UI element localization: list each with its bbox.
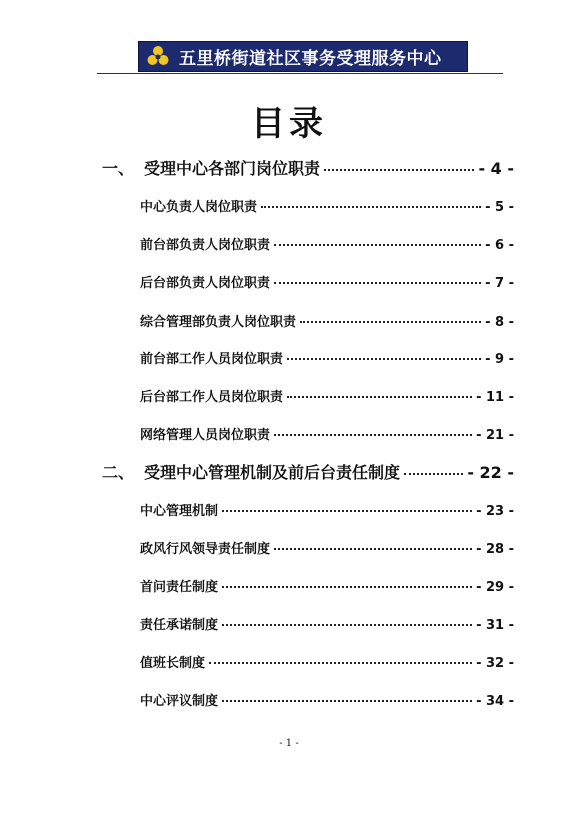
toc-label: 网络管理人员岗位职责	[140, 428, 271, 443]
page-title: 目录	[251, 104, 327, 144]
dot-leader	[287, 358, 481, 360]
dot-leader	[222, 510, 472, 512]
toc-label: 前台部工作人员岗位职责	[140, 352, 284, 367]
toc-label: 责任承诺制度	[140, 618, 219, 633]
toc-label: 受理中心管理机制及前后台责任制度	[144, 463, 401, 482]
toc-label: 前台部负责人岗位职责	[140, 238, 271, 253]
dot-leader	[300, 321, 481, 323]
dot-leader	[209, 662, 472, 664]
dot-leader	[274, 282, 481, 284]
toc-label: 后台部负责人岗位职责	[140, 276, 271, 291]
toc-item[interactable]	[140, 424, 514, 443]
toc-item[interactable]	[140, 500, 514, 519]
section-number: 二、	[102, 463, 135, 482]
toc-page: - 11 -	[476, 390, 514, 405]
gold-flower-logo-icon	[145, 44, 171, 70]
dot-leader	[222, 586, 472, 588]
toc-item[interactable]	[140, 348, 514, 367]
section-number: 一、	[102, 159, 135, 178]
header-banner	[138, 41, 468, 72]
toc-label: 中心负责人岗位职责	[140, 200, 258, 215]
toc-item[interactable]	[140, 652, 514, 671]
toc-item[interactable]	[140, 234, 514, 253]
dot-leader	[274, 244, 481, 246]
toc-item[interactable]	[140, 538, 514, 557]
toc-label: 政风行风领导责任制度	[140, 542, 271, 557]
toc-section[interactable]	[102, 156, 514, 179]
toc-label: 中心评议制度	[140, 694, 219, 709]
dot-leader	[222, 624, 472, 626]
dot-leader	[222, 700, 472, 702]
toc-item[interactable]	[140, 690, 514, 709]
header-title: 五里桥街道社区事务受理服务中心	[179, 49, 442, 69]
toc-page: - 21 -	[476, 428, 514, 443]
toc-label: 综合管理部负责人岗位职责	[140, 315, 297, 330]
toc-item[interactable]	[140, 196, 514, 215]
toc-item[interactable]	[140, 386, 514, 405]
toc-page: - 23 -	[476, 504, 514, 519]
toc-item[interactable]	[140, 614, 514, 633]
toc-page: - 7 -	[485, 276, 514, 291]
toc-page: - 28 -	[476, 542, 514, 557]
toc-page: - 6 -	[485, 238, 514, 253]
dot-leader	[404, 473, 463, 475]
dot-leader	[261, 206, 481, 208]
toc-page: - 4 -	[478, 159, 514, 178]
dot-leader	[324, 169, 474, 171]
toc-item[interactable]	[140, 576, 514, 595]
toc-page: - 31 -	[476, 618, 514, 633]
toc-page: - 22 -	[467, 463, 514, 482]
dot-leader	[274, 434, 472, 436]
toc-page: - 32 -	[476, 656, 514, 671]
toc-page: - 5 -	[485, 200, 514, 215]
toc-item[interactable]	[140, 272, 514, 291]
header-rule	[97, 73, 503, 74]
toc-label: 中心管理机制	[140, 504, 219, 519]
page-footer-number: - 1 -	[279, 738, 299, 749]
dot-leader	[287, 396, 472, 398]
toc-label: 后台部工作人员岗位职责	[140, 390, 284, 405]
toc-label: 受理中心各部门岗位职责	[144, 159, 321, 178]
dot-leader	[274, 548, 472, 550]
toc-page: - 29 -	[476, 580, 514, 595]
toc-label: 首问责任制度	[140, 580, 219, 595]
toc-section[interactable]	[102, 460, 514, 483]
toc-page: - 9 -	[485, 352, 514, 367]
toc-item[interactable]	[140, 311, 514, 330]
toc-page: - 34 -	[476, 694, 514, 709]
toc-label: 值班长制度	[140, 656, 206, 671]
toc-page: - 8 -	[485, 315, 514, 330]
